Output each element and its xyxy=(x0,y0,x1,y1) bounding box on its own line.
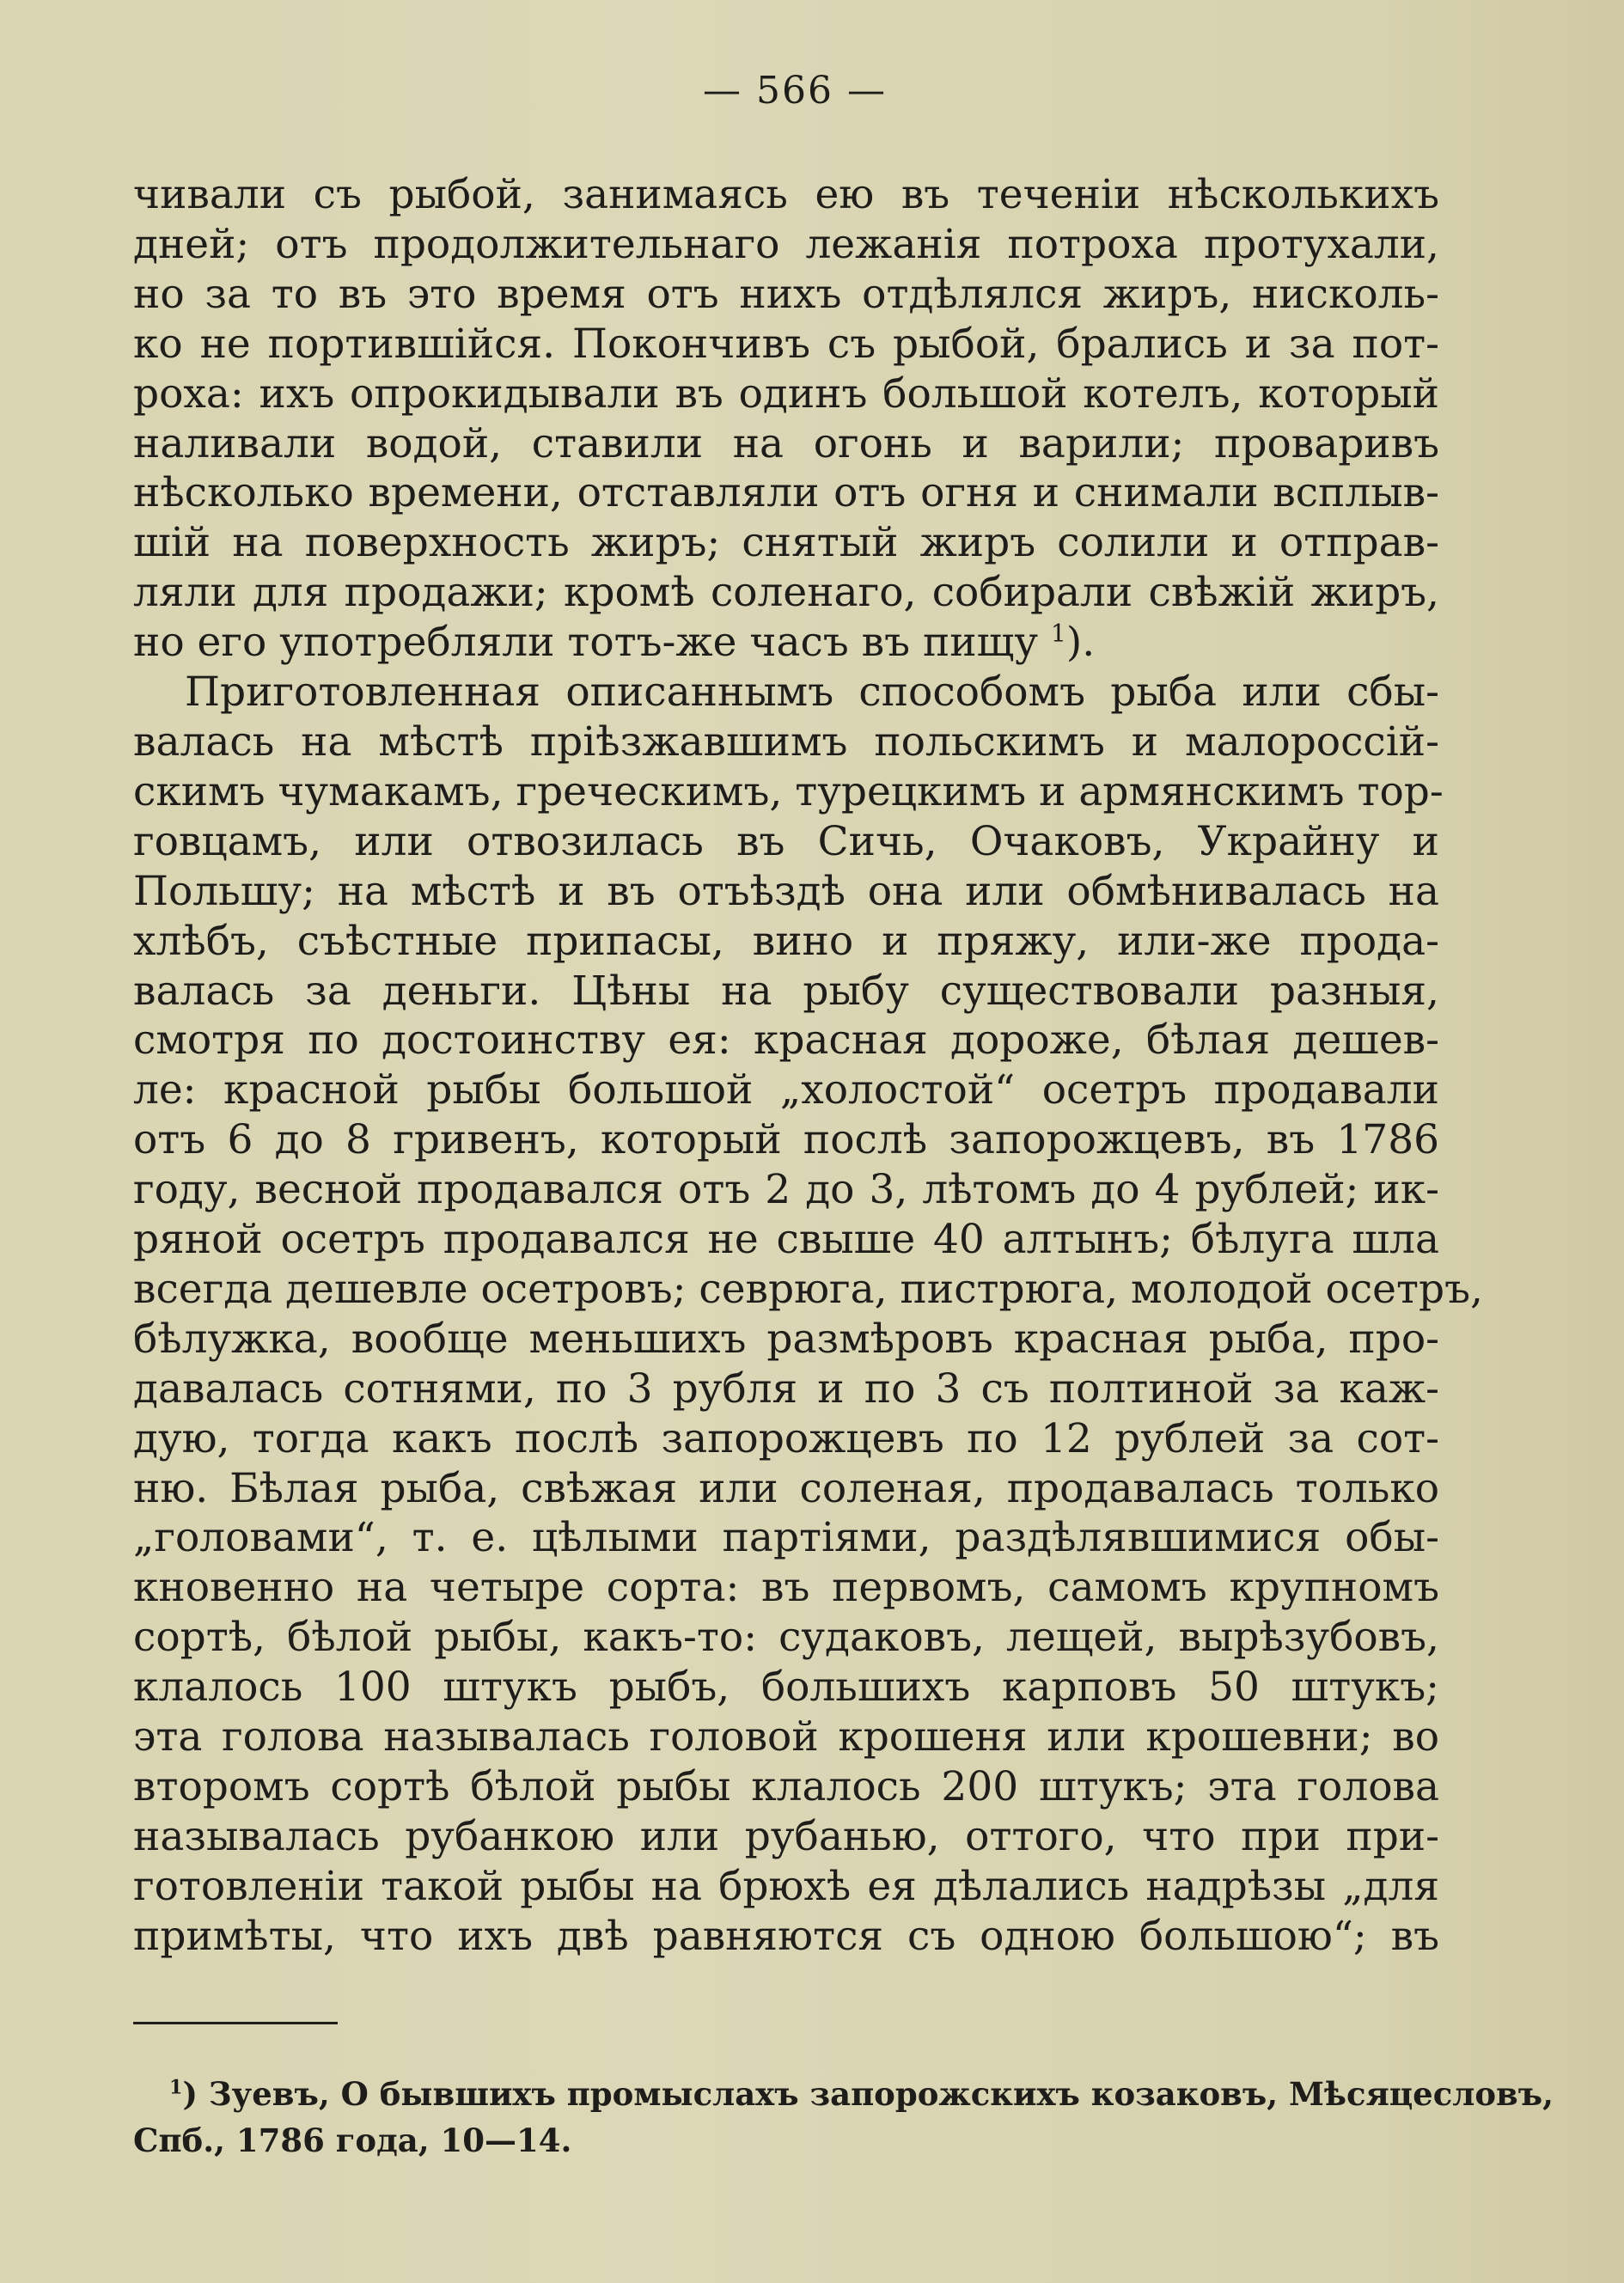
footnote-reference: 1 xyxy=(1050,619,1066,648)
footnote-line xyxy=(133,2071,1554,2117)
text-line: хлѣбъ, съѣстные припасы, вино и пряжу, или-же прода- xyxy=(133,917,1439,965)
text-line: ню. Бѣлая рыба, свѣжая или соленая, продавалась только xyxy=(133,1464,1439,1512)
text-line: Польшу; на мѣстѣ и въ отъѣздѣ она или обмѣнивалась на xyxy=(133,867,1439,915)
text-line: дую, тогда какъ послѣ запорожцевъ по 12 рублей за сот- xyxy=(133,1414,1439,1462)
text-line: кновенно на четыре сорта: въ первомъ, самомъ крупномъ xyxy=(133,1564,1439,1612)
text-line: второмъ сортѣ бѣлой рыбы клалось 200 штукъ; эта голова xyxy=(133,1763,1439,1810)
text-line: чивали съ рыбой, занимаясь ею въ теченіи нѣсколькихъ xyxy=(133,171,1439,218)
footnote-text: ) Зуевъ, О бывшихъ промыслахъ запорожскихъ козаковъ, Мѣсяцесловъ, xyxy=(182,2075,1554,2113)
text-line: году, весной продавался отъ 2 до 3, лѣтомъ до 4 рублей; ик- xyxy=(133,1166,1439,1214)
text-line: роха: ихъ опрокидывали въ одинъ большой котелъ, который xyxy=(133,369,1439,418)
main-text xyxy=(133,170,1483,1962)
text-line: ряной осетръ продавался не свыше 40 алтынъ; бѣлуга шла xyxy=(133,1216,1439,1264)
text-line: клалось 100 штукъ рыбъ, большихъ карповъ 50 штукъ; xyxy=(133,1663,1439,1712)
text-line: дней; отъ продолжительнаго лежанія потроха протухали, xyxy=(133,220,1439,268)
text-line: шій на поверхность жиръ; снятый жиръ солили и отправ- xyxy=(133,519,1439,567)
text-segment: но его употребляли тотъ-же часъ въ пищу xyxy=(133,619,1051,667)
text-line xyxy=(133,618,1439,668)
text-line: „головами“, т. е. цѣлыми партіями, раздѣлявшимися обы- xyxy=(133,1514,1439,1562)
text-line: смотря по достоинству ея: красная дороже, бѣлая дешев- xyxy=(133,1016,1439,1065)
text-line: валась за деньги. Цѣны на рыбу существовали разныя, xyxy=(133,967,1439,1015)
footnote-marker: 1 xyxy=(169,2076,183,2099)
footnote-line: Спб., 1786 года, 10—14. xyxy=(133,2121,572,2159)
text-line: готовленіи такой рыбы на брюхѣ ея дѣлались надрѣзы „для xyxy=(133,1862,1439,1910)
text-line: наливали водой, ставили на огонь и варили; проваривъ xyxy=(133,419,1439,467)
text-line: скимъ чумакамъ, греческимъ, турецкимъ и армянскимъ тор- xyxy=(133,767,1444,815)
text-line: сортѣ, бѣлой рыбы, какъ-то: судаковъ, лещей, вырѣзубовъ, xyxy=(133,1614,1439,1662)
footnote-divider xyxy=(133,2022,338,2024)
text-line: валась на мѣстѣ пріѣзжавшимъ польскимъ и малороссій- xyxy=(133,717,1439,766)
text-line: ле: красной рыбы большой „холостой“ осетръ продавали xyxy=(133,1066,1439,1114)
text-line: Приготовленная описаннымъ способомъ рыба или сбы- xyxy=(185,668,1439,717)
text-line: нѣсколько времени, отставляли отъ огня и снимали всплыв- xyxy=(133,469,1439,517)
text-segment: ). xyxy=(1065,619,1096,667)
text-line: эта голова называлась головой крошеня или крошевни; во xyxy=(133,1713,1439,1761)
footnote xyxy=(133,2071,1554,2164)
text-line: говцамъ, или отвозилась въ Сичь, Очаковъ, Украйну и xyxy=(133,817,1439,865)
text-line: давалась сотнями, по 3 рубля и по 3 съ полтиной за каж- xyxy=(133,1364,1439,1413)
text-line: всегда дешевле осетровъ; севрюга, пистрюга, молодой осетръ, xyxy=(133,1265,1483,1313)
text-line: примѣты, что ихъ двѣ равняются съ одною большою“; въ xyxy=(133,1912,1439,1960)
text-line: ляли для продажи; кромѣ соленаго, собирали свѣжій жиръ, xyxy=(133,569,1439,617)
text-line: ко не портившійся. Покончивъ съ рыбой, брались и за пот- xyxy=(133,320,1439,368)
text-line: бѣлужка, вообще меньшихъ размѣровъ красная рыба, про- xyxy=(133,1315,1439,1363)
text-line: называлась рубанкою или рубанью, оттого, что при при- xyxy=(133,1812,1439,1860)
text-line: но за то въ это время отъ нихъ отдѣлялся жиръ, нисколь- xyxy=(133,270,1439,318)
page-number: — 566 — xyxy=(703,69,887,113)
text-line: отъ 6 до 8 гривенъ, который послѣ запорожцевъ, въ 1786 xyxy=(133,1116,1439,1164)
